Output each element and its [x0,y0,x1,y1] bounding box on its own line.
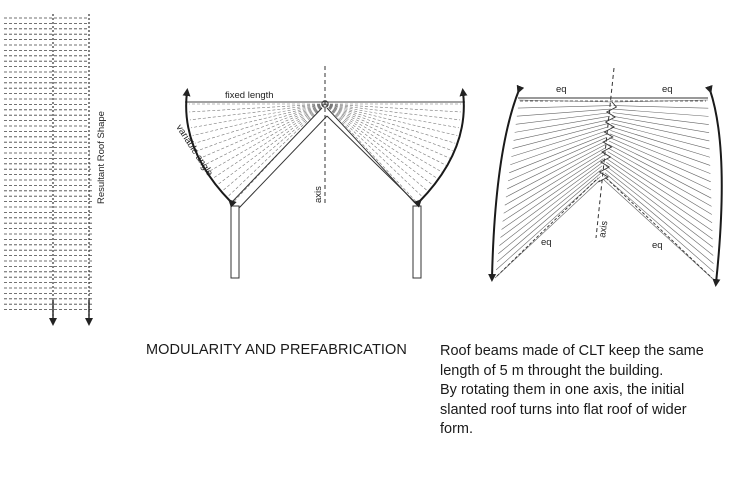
right-beam-left [518,106,612,109]
rotated-beam-left [190,104,325,120]
right-beam-right [611,127,710,157]
rotated-beam-lines [495,100,714,280]
right-post [413,206,421,278]
right-beam-right [607,159,713,231]
eq-bottom-right-label: eq [652,240,663,251]
caption-line: form. [440,421,474,437]
right-beam-right [614,106,709,109]
rotated-beam-right [325,104,434,186]
rotated-beam-right [325,104,461,112]
rotated-beam-left [207,104,325,172]
rotated-beam-right [325,104,429,192]
rotated-beam-right [325,104,443,172]
rotated-beam-right [325,104,460,120]
middle-axis-label: axis [313,186,324,203]
caption-line: Roof beams made of CLT keep the same [440,343,704,359]
right-beam-left [511,127,608,157]
right-beam-left [517,109,611,116]
rotated-beam-left [193,104,325,136]
rotated-beam-left [204,104,325,165]
rotated-beam-right [325,104,453,151]
rotated-beam-right [325,104,450,158]
section-rotation-drawing [173,66,465,278]
fixed-length-label: fixed length [225,90,274,101]
right-beam-left [502,159,604,230]
rotated-beam-right [325,104,457,136]
right-beam-right [604,180,714,280]
rotated-beam-left [200,104,325,158]
rotated-beam-left [221,104,325,192]
rotated-beam-right [325,104,446,165]
right-beam-right [613,109,708,116]
right-axis-label: axis [597,220,611,239]
left-diagonal-dimension [497,178,598,276]
roof-plan-drawing [4,14,107,322]
section-title: MODULARITY AND PREFABRICATION [146,342,407,358]
left-post [231,206,239,278]
rotated-beam-left [189,104,325,112]
plan-beam-rows [4,18,93,310]
rotated-beam-right [325,104,418,203]
caption-line: length of 5 m throught the building. [440,362,664,379]
eq-top-left-label: eq [556,84,567,95]
rotated-beam-right [325,104,459,128]
rotated-beam-left [227,104,325,198]
right-beam-right [606,166,713,247]
right-beam-left [500,162,602,237]
right-beam-right [609,141,711,190]
right-beam-right [610,134,711,174]
variable-angle-label: variable angle [173,122,215,179]
right-axis-line [596,68,614,238]
beam-rotation-plan [492,68,722,283]
right-beam-left [512,123,608,148]
resultant-roof-shape-label: Resultant Roof Shape [96,111,107,204]
right-beam-left [505,148,605,205]
eq-top-right-label: eq [662,84,673,95]
right-rotation-arrow [419,92,464,202]
right-beam-right [606,162,712,239]
right-beam-right [609,145,712,199]
caption-line: slanted roof turns into flat roof of wider [440,401,687,418]
rotated-beam-left [216,104,325,186]
caption-paragraph [440,342,730,440]
rotated-beam-left [191,104,325,128]
rotated-beam-right [325,104,423,198]
right-beam-right [609,137,710,181]
right-diagonal-dimension [606,178,712,278]
eq-bottom-left-label: eq [541,237,552,248]
caption-line: By rotating them in one axis, the initial [440,382,685,398]
rotated-beam-left [197,104,325,151]
right-beam-left [503,155,604,221]
right-left-curved-arrow [492,90,519,278]
right-beam-left [509,134,607,173]
initial-slanted-roof [232,108,421,208]
right-beam-right [610,130,710,165]
